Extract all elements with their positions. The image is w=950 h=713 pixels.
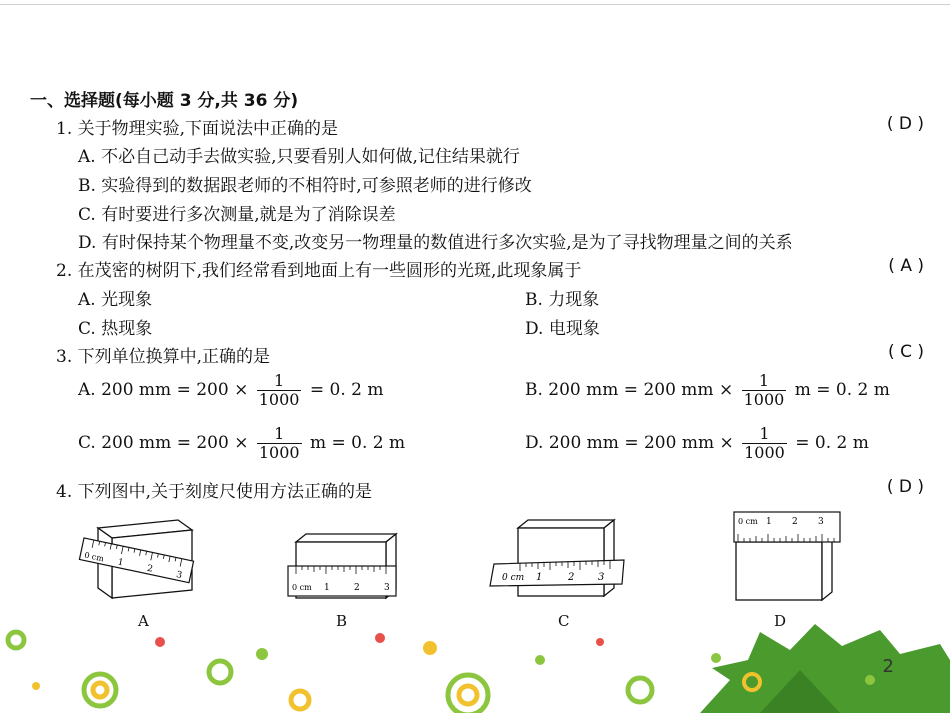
q1-answer: ( D ) xyxy=(886,114,924,134)
q3-option-c xyxy=(78,425,405,462)
figure-c xyxy=(484,512,634,600)
q1-option-c: C. 有时要进行多次测量,就是为了消除误差 xyxy=(78,205,396,225)
q4-answer: ( D ) xyxy=(886,477,924,497)
q3-option-a xyxy=(78,372,383,409)
q3b-numerator: 1 xyxy=(758,371,770,390)
q3-stem: 3. 下列单位换算中,正确的是 xyxy=(56,347,271,367)
dot-icon xyxy=(256,648,268,660)
ruler-c-1: 1 xyxy=(536,572,543,583)
ruler-d-2: 2 xyxy=(792,517,798,527)
figure-c-label: C xyxy=(558,612,570,630)
decorative-border xyxy=(0,620,950,713)
ruler-b-1: 1 xyxy=(324,583,330,593)
dot-icon xyxy=(711,653,721,663)
ruler-c-2: 2 xyxy=(568,572,575,583)
dot-icon xyxy=(155,637,165,647)
q1-option-a: A. 不必自己动手去做实验,只要看别人如何做,记住结果就行 xyxy=(78,147,520,167)
dot-icon xyxy=(423,641,437,655)
q2-option-b: B. 力现象 xyxy=(525,290,600,310)
decorative-dots xyxy=(32,633,721,690)
q3-option-b xyxy=(525,372,890,409)
q4-stem: 4. 下列图中,关于刻度尺使用方法正确的是 xyxy=(56,482,373,502)
q3a-numerator: 1 xyxy=(274,371,285,390)
q2-answer: ( A ) xyxy=(888,256,924,276)
q3-option-d xyxy=(525,425,869,462)
dot-icon xyxy=(375,633,385,643)
box-d xyxy=(736,534,832,600)
ruler-b xyxy=(288,566,396,596)
q3d-fraction xyxy=(742,425,787,462)
q2-stem: 2. 在茂密的树阴下,我们经常看到地面上有一些圆形的光斑,此现象属于 xyxy=(56,261,582,281)
decorative-rings xyxy=(8,632,652,713)
top-border xyxy=(0,4,950,5)
ruler-a-3: 3 xyxy=(175,570,183,581)
figure-a xyxy=(70,510,200,606)
ruler-d-1: 1 xyxy=(766,517,772,527)
ring-icon xyxy=(8,632,24,648)
q3a-fraction xyxy=(257,372,302,409)
ruler-d-unit: 0 cm xyxy=(738,517,758,526)
q3b-denominator: 1000 xyxy=(743,390,785,409)
q3c-rhs: m = 0. 2 m xyxy=(309,433,406,453)
figure-a-label: A xyxy=(138,612,149,630)
q3a-lhs: A. 200 mm = 200 × xyxy=(78,380,249,400)
q3a-rhs: = 0. 2 m xyxy=(309,380,384,400)
q1-option-b: B. 实验得到的数据跟老师的不相符时,可参照老师的进行修改 xyxy=(78,176,532,196)
q2-option-a: A. 光现象 xyxy=(78,290,153,310)
q3b-lhs: B. 200 mm = 200 mm × xyxy=(525,380,734,400)
dot-icon xyxy=(535,655,545,665)
ruler-b-2: 2 xyxy=(354,583,360,593)
q3d-rhs: = 0. 2 m xyxy=(795,433,869,453)
ruler-c xyxy=(490,560,624,586)
ring-icon xyxy=(84,674,116,706)
q2-option-d: D. 电现象 xyxy=(525,319,600,339)
ring-icon xyxy=(448,675,488,713)
ruler-a-1: 1 xyxy=(116,557,125,569)
q1-stem: 1. 关于物理实验,下面说法中正确的是 xyxy=(56,119,339,139)
q3c-fraction xyxy=(257,425,302,462)
ruler-a-unit: 0 cm xyxy=(83,550,105,564)
q3b-rhs: m = 0. 2 m xyxy=(794,380,890,400)
page-number: 2 xyxy=(882,656,894,677)
ruler-c-3: 3 xyxy=(598,572,605,583)
ruler-d-3: 3 xyxy=(818,517,824,527)
ring-icon xyxy=(628,678,652,702)
figure-d xyxy=(728,506,848,606)
maple-leaf-icon xyxy=(700,624,950,713)
ring-icon xyxy=(209,661,231,683)
ruler-b-3: 3 xyxy=(384,583,390,593)
figure-d-label: D xyxy=(774,612,787,630)
dot-icon xyxy=(596,638,604,646)
ruler-a-2: 2 xyxy=(145,563,154,575)
q3b-fraction xyxy=(742,372,787,409)
ruler-b-unit: 0 cm xyxy=(292,583,312,592)
dot-icon xyxy=(32,682,40,690)
q3c-denominator: 1000 xyxy=(258,443,300,462)
q3d-denominator: 1000 xyxy=(744,443,785,462)
q3d-lhs: D. 200 mm = 200 mm × xyxy=(525,433,734,453)
q1-option-d: D. 有时保持某个物理量不变,改变另一物理量的数值进行多次实验,是为了寻找物理量之间的关系 xyxy=(78,233,793,253)
q3a-denominator: 1000 xyxy=(258,390,300,409)
q3c-numerator: 1 xyxy=(274,424,285,443)
figure-b xyxy=(284,524,402,604)
q2-option-c: C. 热现象 xyxy=(78,319,153,339)
ruler-d xyxy=(734,512,840,542)
q3d-numerator: 1 xyxy=(759,424,770,443)
section-title: 一、选择题(每小题 3 分,共 36 分) xyxy=(30,91,299,111)
ring-icon xyxy=(93,683,107,697)
q3c-lhs: C. 200 mm = 200 × xyxy=(78,433,249,453)
ruler-c-unit: 0 cm xyxy=(502,573,525,583)
q3-answer: ( C ) xyxy=(888,342,924,362)
ring-icon xyxy=(291,691,309,709)
ring-icon xyxy=(459,686,477,704)
figure-b-label: B xyxy=(336,612,348,630)
